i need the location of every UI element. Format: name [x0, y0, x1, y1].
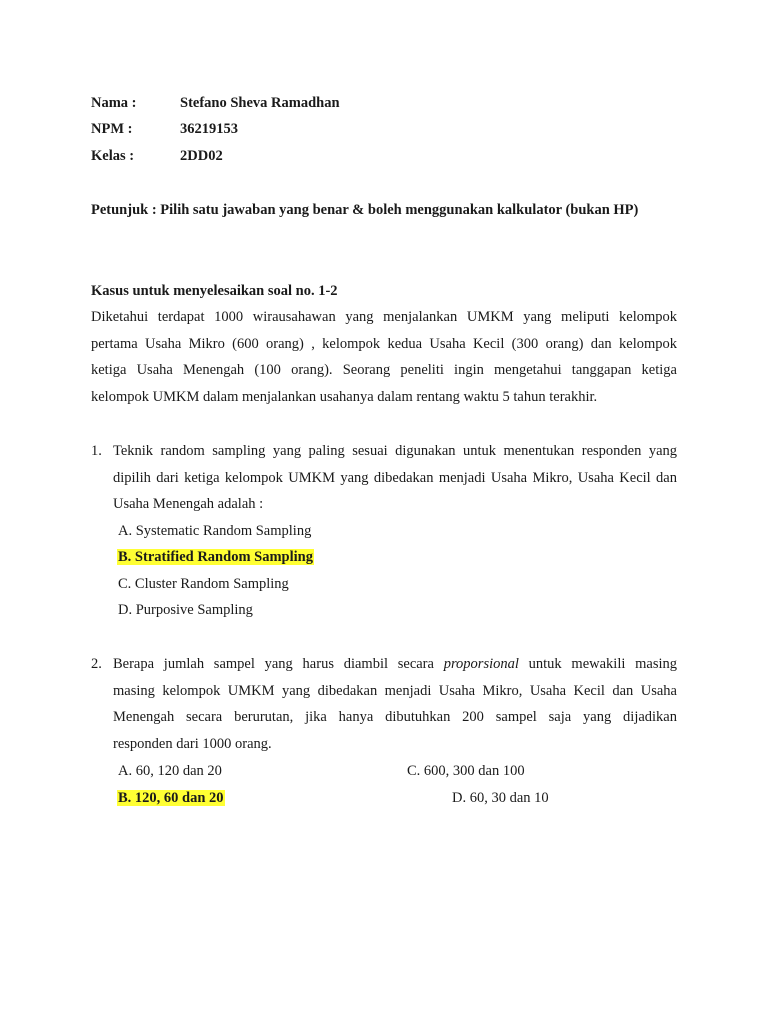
- case-line: pertama Usaha Mikro (600 orang) , kelompok kedua Usaha Kecil (300 orang) dan kelompok: [91, 335, 677, 352]
- q1-line: Usaha Menengah adalah :: [113, 496, 264, 512]
- answer-highlight: B. 120, 60 dan 20: [118, 790, 224, 806]
- case-line: kelompok UMKM dalam menjalankan usahanya dalam rentang waktu 5 tahun terakhir.: [91, 388, 598, 405]
- q1-text: [113, 443, 677, 523]
- q1-line: Teknik random sampling yang paling sesuai digunakan untuk menentukan responden yang: [113, 443, 677, 459]
- case-title: Kasus untuk menyelesaikan soal no. 1-2: [91, 283, 338, 299]
- class-label: Kelas :: [91, 148, 135, 164]
- name-label: Nama :: [91, 95, 137, 111]
- q2-line: [113, 656, 677, 683]
- q2-number: 2.: [91, 656, 102, 672]
- q2-line: Menengah secara berurutan, jika hanya dibutuhkan 200 sampel saja yang dijadikan: [113, 709, 677, 725]
- case-line: ketiga Usaha Menengah (100 orang). Seorang peneliti ingin mengetahui tanggapan ketiga: [91, 362, 677, 378]
- answer-highlight: B. Stratified Random Sampling: [118, 549, 313, 565]
- proporsional-term: proporsional: [443, 656, 519, 672]
- q2-option-c: C. 600, 300 dan 100: [407, 763, 525, 779]
- q1-option-b-answer: [117, 549, 314, 565]
- npm-value: 36219153: [180, 121, 238, 137]
- npm-label: NPM :: [91, 121, 133, 137]
- q2-option-b-answer: [117, 790, 225, 806]
- class-value: 2DD02: [180, 148, 223, 164]
- q1-line: dipilih dari ketiga kelompok UMKM yang dibedakan menjadi Usaha Mikro, Usaha Kecil dan: [113, 469, 677, 486]
- q2-line1-start: Berapa jumlah sampel yang harus diambil secara: [113, 656, 434, 672]
- case-line: Diketahui terdapat 1000 wirausahawan yang menjalankan UMKM yang meliputi kelompok: [91, 309, 677, 325]
- name-value: Stefano Sheva Ramadhan: [180, 95, 340, 111]
- q2-line1-end: untuk mewakili masing: [528, 656, 678, 672]
- q2-option-d: D. 60, 30 dan 10: [452, 790, 549, 806]
- q1-option-c: C. Cluster Random Sampling: [118, 576, 289, 592]
- q2-text: [113, 656, 677, 762]
- q2-line: masing kelompok UMKM yang dibedakan menjadi Usaha Mikro, Usaha Kecil dan Usaha: [113, 682, 677, 699]
- instruction: Petunjuk : Pilih satu jawaban yang benar & boleh menggunakan kalkulator (bukan HP): [91, 202, 639, 218]
- q1-number: 1.: [91, 443, 102, 459]
- q2-line: responden dari 1000 orang.: [113, 735, 272, 752]
- q1-option-d: D. Purposive Sampling: [118, 602, 253, 618]
- q2-option-a: A. 60, 120 dan 20: [118, 763, 222, 779]
- q1-option-a: A. Systematic Random Sampling: [118, 523, 312, 539]
- case-paragraph: [91, 309, 677, 415]
